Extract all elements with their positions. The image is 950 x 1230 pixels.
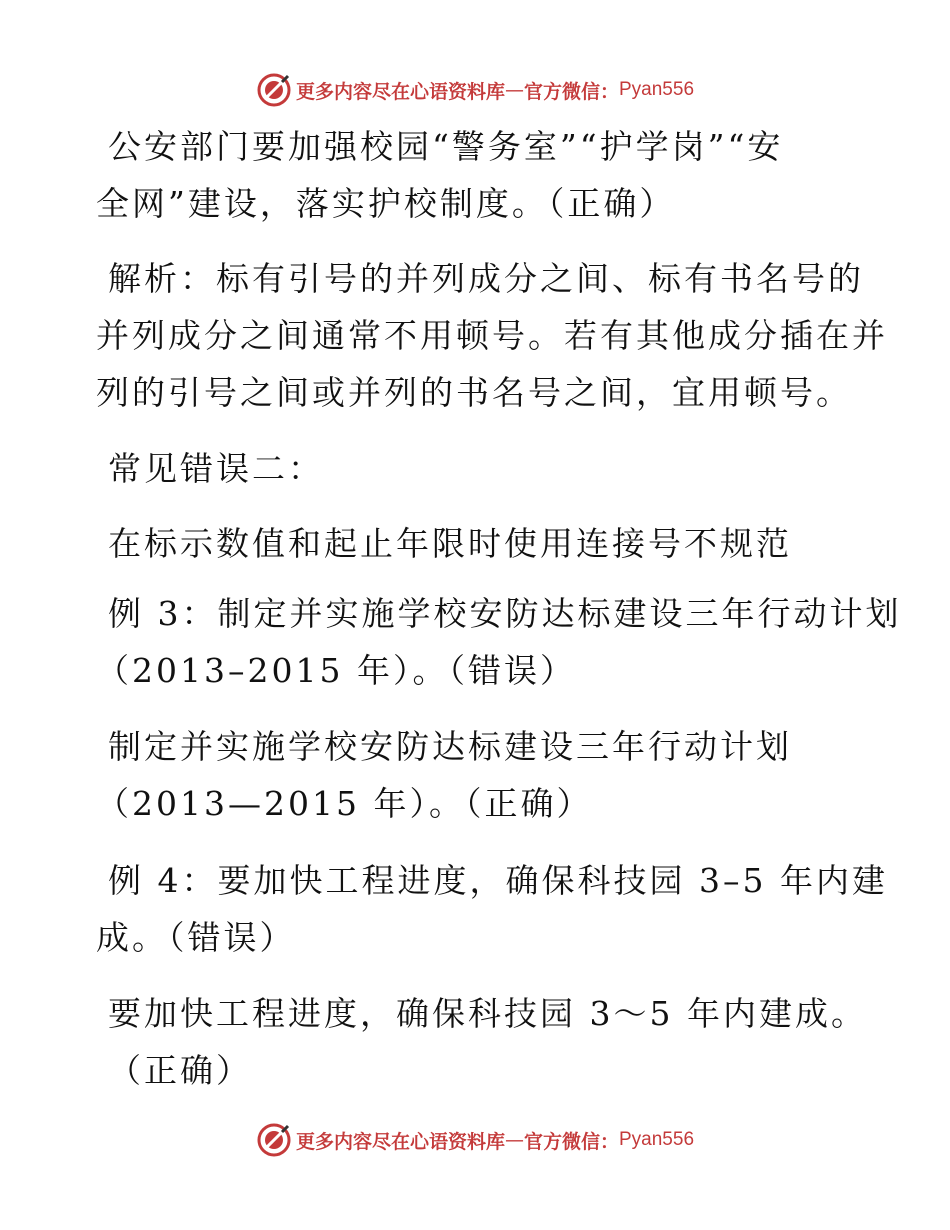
paragraph-1	[96, 118, 856, 232]
paragraph-line: 常见错误二：	[108, 449, 324, 488]
pen-logo-icon	[256, 72, 292, 108]
paragraph-2	[96, 250, 888, 421]
paragraph-line: 公安部门要加强校园“警务室”“护学岗”“安	[108, 127, 784, 166]
header-banner	[0, 70, 950, 110]
header-wechat-id: Pyan556	[619, 79, 695, 100]
paragraph-7	[96, 852, 888, 966]
header-dash: —	[504, 79, 524, 101]
paragraph-line: 在标示数值和起止年限时使用连接号不规范	[108, 524, 792, 563]
footer-main-text: 更多内容尽在心语资料库	[295, 1130, 505, 1153]
paragraph-5	[96, 585, 902, 699]
paragraph-line: 解析：标有引号的并列成分之间、标有书名号的	[108, 259, 864, 298]
paragraph-line: （2013–2015 年）。（错误）	[96, 651, 576, 690]
paragraph-line: 成。（错误）	[96, 918, 296, 957]
paragraph-3	[96, 440, 856, 497]
footer-wechat-label: 官方微信：	[523, 1130, 619, 1153]
paragraph-line: 并列成分之间通常不用顿号。若有其他成分插在并	[96, 316, 888, 355]
header-main-text: 更多内容尽在心语资料库	[295, 80, 505, 103]
paragraph-8	[96, 985, 867, 1099]
paragraph-line: 列的引号之间或并列的书名号之间，宜用顿号。	[96, 373, 852, 412]
paragraph-line: （2013—2015 年）。（正确）	[96, 784, 593, 823]
pen-logo-icon	[256, 1122, 292, 1158]
paragraph-6	[96, 718, 856, 832]
paragraph-line: （正确）	[108, 1051, 252, 1090]
paragraph-4	[96, 515, 856, 572]
paragraph-line: 全网”建设，落实护校制度。（正确）	[96, 184, 676, 223]
footer-wechat-id: Pyan556	[619, 1129, 695, 1150]
paragraph-line: 例 4：要加快工程进度，确保科技园 3–5 年内建	[108, 861, 888, 900]
paragraph-line: 要加快工程进度，确保科技园 3～5 年内建成。	[108, 994, 867, 1033]
footer-dash: —	[504, 1129, 524, 1151]
paragraph-line: 例 3：制定并实施学校安防达标建设三年行动计划	[108, 594, 902, 633]
header-wechat-label: 官方微信：	[523, 80, 619, 103]
paragraph-line: 制定并实施学校安防达标建设三年行动计划	[108, 727, 792, 766]
footer-banner	[0, 1120, 950, 1160]
